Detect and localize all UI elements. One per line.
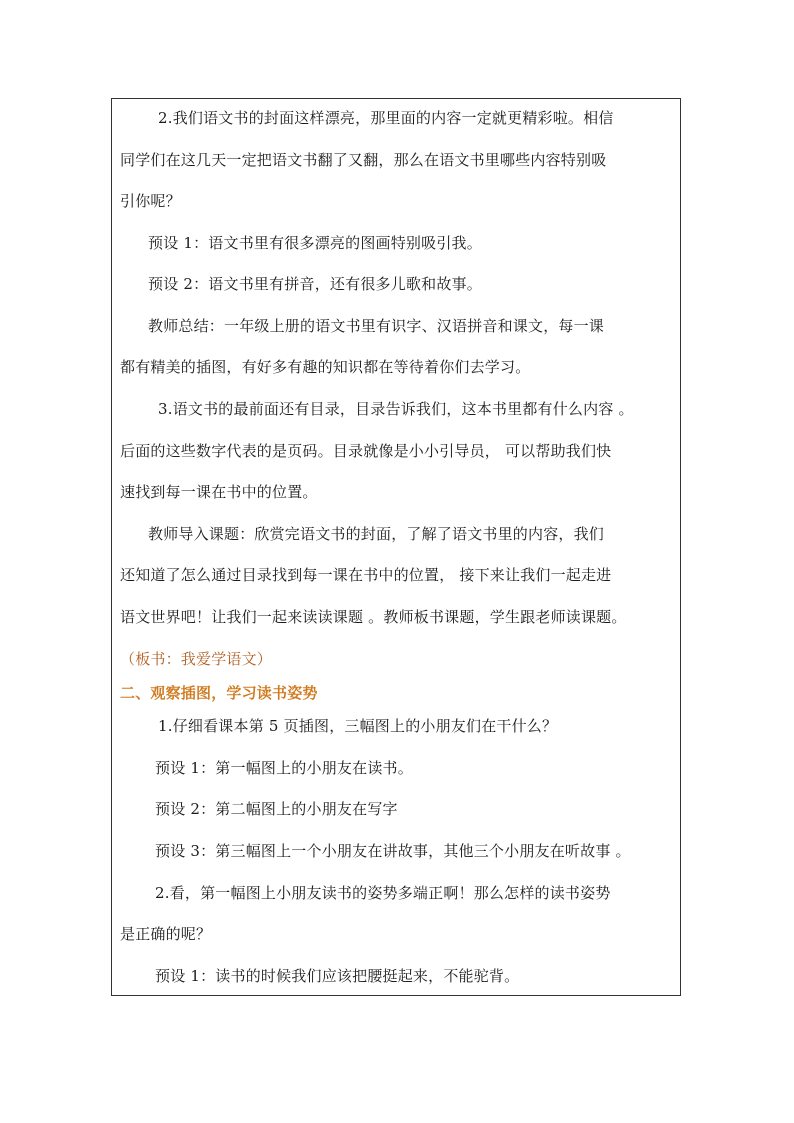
- paragraph-line: 2.我们语文书的封面这样漂亮，那里面的内容一定就更精彩啦。相信: [158, 109, 614, 127]
- paragraph-line: 引你呢？: [120, 192, 181, 210]
- paragraph-line: 还知道了怎么通过目录找到每一课在书中的位置， 接下来让我们一起走进: [120, 566, 612, 584]
- paragraph-line: 预设 3：第三幅图上一个小朋友在讲故事，其他三个小朋友在听故事 。: [155, 842, 631, 860]
- section-heading: 二、观察插图，学习读书姿势: [120, 684, 318, 702]
- blackboard-note: （板书：我爱学语文）: [120, 650, 273, 668]
- paragraph-line: 预设 1：读书的时候我们应该把腰挺起来，不能驼背。: [155, 967, 520, 985]
- paragraph-line: 是正确的呢？: [120, 925, 212, 943]
- paragraph-line: 教师导入课题：欣赏完语文书的封面，了解了语文书里的内容，我们: [148, 525, 605, 543]
- paragraph-line: 预设 2：语文书里有拼音，还有很多儿歌和故事。: [148, 275, 482, 293]
- paragraph-line: 2.看，第一幅图上小朋友读书的姿势多端正啊！那么怎样的读书姿势: [155, 884, 611, 902]
- paragraph-line: 预设 2：第二幅图上的小朋友在写字: [155, 800, 398, 818]
- paragraph-line: 预设 1：语文书里有很多漂亮的图画特别吸引我。: [148, 234, 482, 252]
- paragraph-line: 3.语文书的最前面还有目录，目录告诉我们，这本书里都有什么内容 。: [158, 400, 634, 418]
- paragraph-line: 语文世界吧！让我们一起来读读课题 。教师板书课题，学生跟老师读课题。: [120, 608, 627, 626]
- paragraph-line: 同学们在这几天一定把语文书翻了又翻，那么在语文书里哪些内容特别吸: [120, 151, 607, 169]
- paragraph-line: 后面的这些数字代表的是页码。目录就像是小小引导员， 可以帮助我们快: [120, 442, 612, 460]
- paragraph-line: 教师总结：一年级上册的语文书里有识字、汉语拼音和课文，每一课: [148, 317, 605, 335]
- paragraph-line: 1.仔细看课本第 5 页插图，三幅图上的小朋友们在干什么？: [158, 717, 558, 735]
- paragraph-line: 都有精美的插图，有好多有趣的知识都在等待着你们去学习。: [120, 358, 531, 376]
- paragraph-line: 预设 1：第一幅图上的小朋友在读书。: [155, 759, 413, 777]
- paragraph-line: 速找到每一课在书中的位置。: [120, 483, 318, 501]
